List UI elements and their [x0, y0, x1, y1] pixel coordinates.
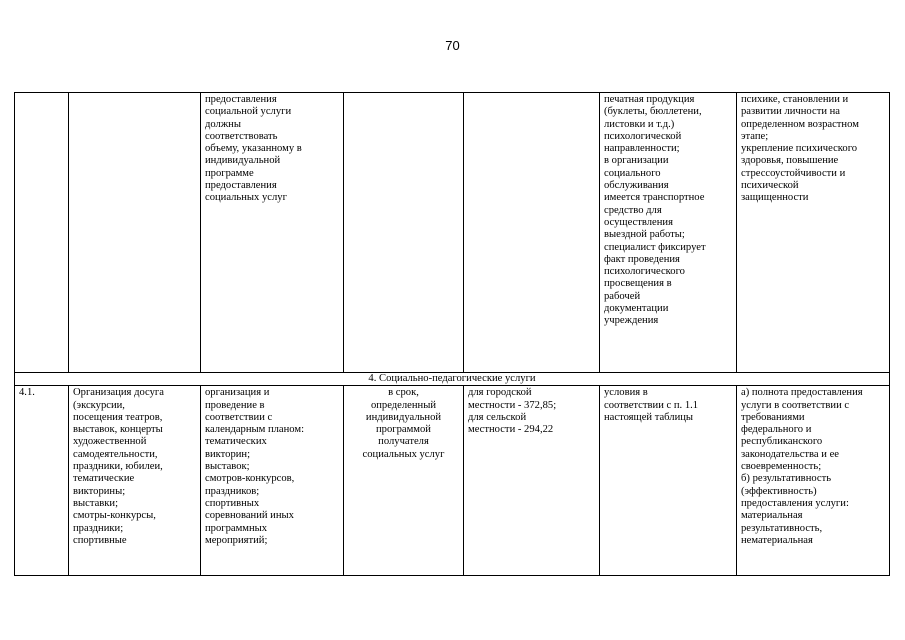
cell-name — [69, 93, 201, 373]
cell-description: организация и проведение в соответствии с календарным планом: тематических викторин; выставок; смотров-конкурсов, праздников; спортивных соревнований иных программных мероприятий; — [201, 386, 344, 576]
cell-term: в срок, определенный индивидуальной программой получателя социальных услуг — [344, 386, 464, 576]
cell-tariff: для городской местности - 372,85; для сельской местности - 294,22 — [464, 386, 600, 576]
page-number: 70 — [445, 38, 460, 53]
cell-quality: психике, становлении и развитии личности на определенном возрастном этапе; укрепление психического здоровья, повышение стрессоустойчивости и психической защищенности — [737, 93, 890, 373]
cell-number: 4.1. — [15, 386, 69, 576]
table-row-4-1 — [15, 386, 890, 576]
cell-name: Организация досуга (экскурсии, посещения театров, выставок, концерты художественной самодеятельности, праздники, юбилеи, тематические викторины; выставки; смотры-конкурсы, праздники; спортивные — [69, 386, 201, 576]
section-header: 4. Социально-педагогические услуги — [15, 373, 890, 386]
section-header-row — [15, 373, 890, 386]
services-table — [14, 92, 890, 576]
cell-description: предоставления социальной услуги должны соответствовать объему, указанному в индивидуальной программе предоставления социальных услуг — [201, 93, 344, 373]
cell-conditions: печатная продукция (буклеты, бюллетени, листовки и т.д.) психологической направленности; в организации социального обслуживания имеется транспортное средство для осуществления выездной работы; специалист фиксирует факт проведения психологического просвещения в рабочей документации учреждения — [600, 93, 737, 373]
cell-tariff — [464, 93, 600, 373]
cell-term — [344, 93, 464, 373]
table-row-continuation — [15, 93, 890, 373]
cell-conditions: условия в соответствии с п. 1.1 настоящей таблицы — [600, 386, 737, 576]
cell-number — [15, 93, 69, 373]
cell-quality: а) полнота предоставления услуги в соответствии с требованиями федерального и республиканского законодательства и ее своевременность; б) результативность (эффективность) предоставления услуги: материальная результативность, нематериальная — [737, 386, 890, 576]
